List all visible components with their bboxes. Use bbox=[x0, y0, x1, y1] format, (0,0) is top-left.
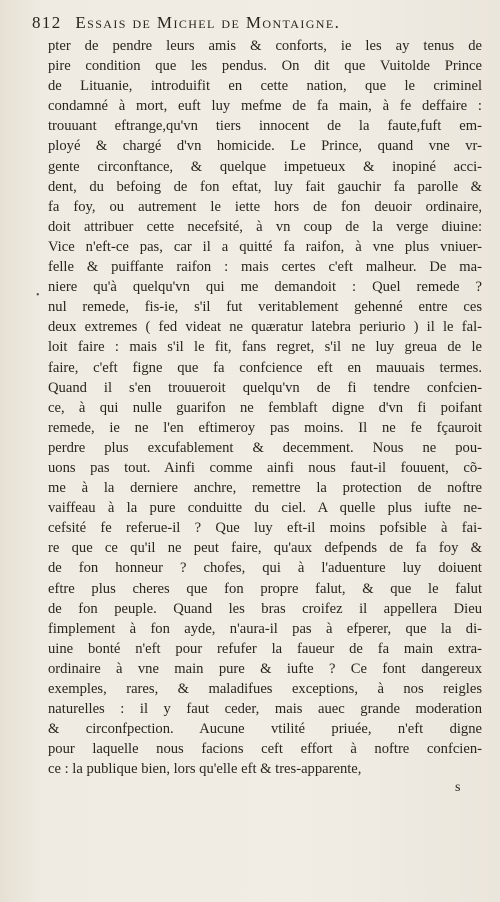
text-line: fimplement à fon ayde, n'aura-il pas à efperer, que la di- bbox=[48, 620, 482, 637]
text-line: de Lituanie, introduifit en cette nation, que le criminel bbox=[48, 78, 482, 95]
text-line: de fon honneur ? chofes, qui à l'aduenture luy doiuent bbox=[48, 560, 482, 577]
text-line: de fon peuple. Quand les bras croifez il appellera Dieu bbox=[48, 600, 482, 617]
catchword: s bbox=[455, 780, 461, 795]
text-line: naturelles : il y faut ceder, mais auec grande moderation bbox=[48, 701, 482, 718]
text-line: gente circonftance, & quelque impetueux & inopiné acci- bbox=[48, 158, 482, 175]
text-line: doit attribuer cette necefsité, à vn coup de la verge diuine: bbox=[48, 218, 482, 235]
text-line: loit faire : mais s'il le fit, fans regret, s'il ne luy greua de le bbox=[48, 339, 482, 356]
text-line: re que ce qu'il ne peut faire, qu'aux defpends de fa foy & bbox=[48, 540, 482, 557]
text-line: pter de pendre leurs amis & conforts, ie les ay tenus de bbox=[48, 38, 482, 54]
text-line: dent, du befoing de fon eftat, luy fait gauchir fa parolle & bbox=[48, 178, 482, 195]
text-line: pour laquelle nous facions ceft effort à noftre confcien- bbox=[48, 741, 482, 758]
text-line: vaiffeau à la pure conduitte du ciel. A quelle plus iufte ne- bbox=[48, 500, 482, 517]
text-line: & circonfpection. Aucune vtilité priuée, n'eft digne bbox=[48, 721, 482, 738]
text-line: ployé & chargé d'vn homicide. Le Prince, quand vne vr- bbox=[48, 138, 482, 155]
margin-mark: • bbox=[36, 290, 40, 301]
text-line: uons pas tout. Ainfi comme ainfi nous faut-il fouuent, cõ- bbox=[48, 459, 482, 476]
text-line: perdre plus excufablement & decemment. Nous ne pou- bbox=[48, 439, 482, 456]
text-line: trouuant eftrange,qu'vn tiers innocent de la faute,fuft em- bbox=[48, 118, 482, 135]
running-header bbox=[32, 13, 472, 37]
text-line: uine bonté n'eft pour refufer la faueur de fa main extra- bbox=[48, 640, 482, 657]
text-line: pire condition que les pendus. On dit que Vuitolde Prince bbox=[48, 58, 482, 75]
text-line: felle & puiffante raifon : mais certes c'eft malheur. De ma- bbox=[48, 259, 482, 276]
text-line: Vice n'eft-ce pas, car il a quitté fa raifon, à vne plus vniuer- bbox=[48, 238, 482, 255]
text-line: ce, à qui nulle guarifon ne femblaft digne d'vn fi poifant bbox=[48, 399, 482, 416]
text-line: cefsité fe referue-il ? Que luy eft-il moins pofsible à fai- bbox=[48, 520, 482, 537]
text-line: deux extremes ( fed videat ne quæratur latebra periurio ) il le fal- bbox=[48, 319, 482, 336]
text-line: condamné à mort, euft luy mefme de fa main, à fe deffaire : bbox=[48, 98, 482, 115]
text-line: faire, c'eft figne que fa confcience eft en mauuais termes. bbox=[48, 359, 482, 376]
text-line: fa foy, ou autrement le iette hors de fon deuoir ordinaire, bbox=[48, 198, 482, 215]
text-line: nul remede, fis-ie, s'il fut veritablement gehenné entre ces bbox=[48, 299, 482, 316]
text-line: Quand il s'en trouueroit quelqu'vn de fi tendre confcien- bbox=[48, 379, 482, 396]
text-line: ce : la publique bien, lors qu'elle eft & tres-apparente, bbox=[48, 761, 362, 778]
page-number: 812 bbox=[32, 13, 62, 32]
running-title: Essais de Michel de Montaigne. bbox=[75, 13, 341, 32]
text-line: remede, ie ne l'en eftimeroy pas moins. Il ne fe fçauroit bbox=[48, 419, 482, 436]
text-line: exemples, rares, & maladifues exceptions, à nos reigles bbox=[48, 681, 482, 697]
text-line: me à la derniere anchre, remettre la protection de noftre bbox=[48, 480, 482, 497]
text-line: eftre plus cheres que fon propre falut, & que le falut bbox=[48, 580, 482, 597]
body-text bbox=[48, 36, 482, 779]
text-line: niere qu'à quelqu'vn qui me demandoit : Quel remede ? bbox=[48, 279, 482, 296]
text-line: ordinaire à vne main pure & iufte ? Ce font dangereux bbox=[48, 660, 482, 677]
